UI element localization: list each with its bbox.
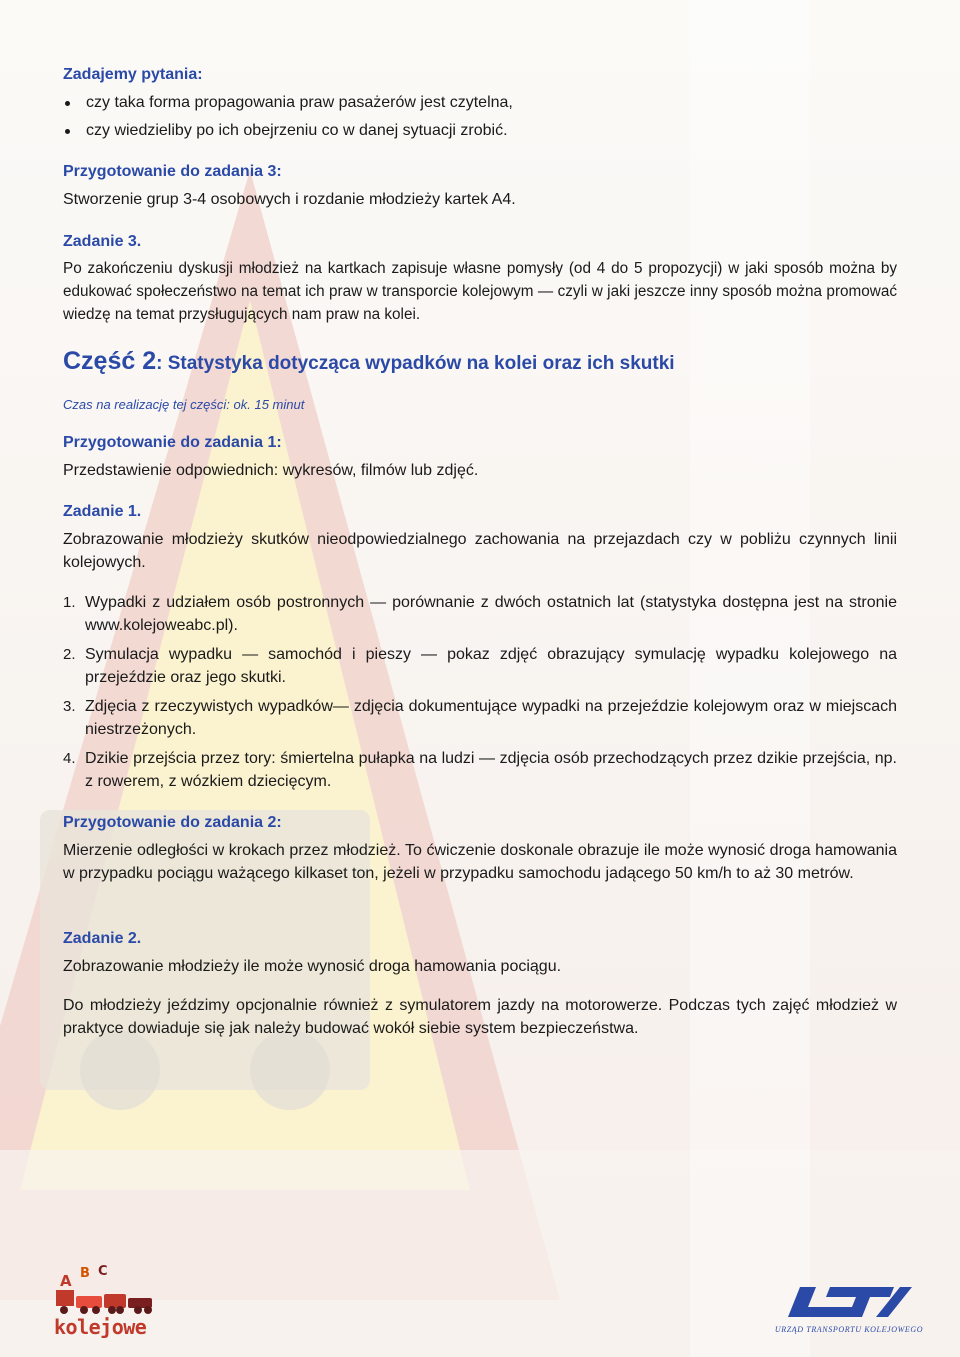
logo-word: kolejowe (54, 1315, 147, 1339)
prep-task3-text: Stworzenie grup 3-4 osobowych i rozdanie młodzieży kartek A4. (63, 191, 516, 208)
logo-letter: A (60, 1272, 72, 1290)
task2-text: Zobrazowanie młodzieży ile może wynosić droga hamowania pociągu. (63, 958, 562, 975)
prep-task1-text: Przedstawienie odpowiednich: wykresów, filmów lub zdjęć. (63, 462, 479, 479)
list-item-text: Dzikie przejścia przez tory: śmiertelna pułapka na ludzi — zdjęcia osób przechodzących przez dzikie przejścia, np. z rowerem, z wózkiem dziecięcym. (85, 750, 897, 790)
task3-heading: Zadanie 3. (63, 233, 142, 250)
logo-letter: B (80, 1266, 90, 1281)
list-item: czy wiedzieliby po ich obejrzeniu co w danej sytuacji zrobić. (63, 117, 897, 145)
section-heading-questions: Zadajemy pytania: (63, 66, 203, 83)
list-item-text: Wypadki z udziałem osób postronnych — porównanie z dwóch ostatnich lat (statystyka dostępna jest na stronie www.kolejoweabc.pl). (85, 594, 897, 634)
task2-note: Do młodzieży jeździmy opcjonalnie również z symulatorem jazdy na motorowerze. Podczas tych zajęć młodzież w praktyce dowiaduje się jak należy budować wokół siebie system bezpieczeństwa. (63, 997, 897, 1037)
task1-heading: Zadanie 1. (63, 503, 142, 520)
prep-task2-heading: Przygotowanie do zadania 2: (63, 814, 282, 831)
list-item (63, 695, 897, 741)
list-item-number: 1. (63, 594, 76, 611)
list-item: czy taka forma propagowania praw pasażerów jest czytelna, (63, 89, 897, 117)
list-item (63, 591, 897, 637)
utk-logo-text: URZĄD TRANSPORTU KOLEJOWEGO (774, 1325, 924, 1334)
kolejowe-abc-logo (52, 1262, 162, 1340)
list-item-number: 2. (63, 646, 76, 663)
part2-title-rest: : Statystyka dotycząca wypadków na kolei oraz ich skutki (156, 353, 675, 374)
prep-task1-heading: Przygotowanie do zadania 1: (63, 434, 282, 451)
part2-title-number: Część 2 (63, 347, 157, 375)
logo-letter: C (98, 1264, 108, 1279)
task3-text: Po zakończeniu dyskusji młodzież na kartkach zapisuje własne pomysły (od 4 do 5 propozycji) w jaki sposób można by edukować społeczeństwo na temat ich praw w transporcie kolejowym — czyli w jaki jeszcze inny sposób można promować wiedzę na temat przysługujących nam praw na kolei. (63, 260, 897, 323)
list-item (63, 643, 897, 689)
task1-text: Zobrazowanie młodzieży skutków nieodpowiedzialnego zachowania na przejazdach czy w pobliżu czynnych linii kolejowych. (63, 531, 897, 571)
list-item (63, 747, 897, 793)
list-item-text: Zdjęcia z rzeczywistych wypadków— zdjęcia dokumentujące wypadki na przejeździe kolejowym oraz w miejscach niestrzeżonych. (85, 698, 897, 738)
question-list (63, 89, 897, 145)
time-note: Czas na realizację tej części: ok. 15 minut (63, 397, 305, 412)
list-item-text: Symulacja wypadku — samochód i pieszy — pokaz zdjęć obrazujący symulację wypadku kolejowego na przejeździe oraz jego skutki. (85, 646, 897, 686)
list-item-number: 4. (63, 750, 76, 767)
task2-heading: Zadanie 2. (63, 930, 142, 947)
prep-task3-heading: Przygotowanie do zadania 3: (63, 163, 282, 180)
prep-task2-text: Mierzenie odległości w krokach przez młodzież. To ćwiczenie doskonale obrazuje ile może wynosić droga hamowania w przypadku pociągu ważącego kilkaset ton, jeżeli w przypadku samochodu jadącego 50 km/h to aż 30 metrów. (63, 842, 897, 882)
utk-mark-icon (760, 1283, 938, 1325)
utk-logo (760, 1283, 938, 1343)
part2-title (63, 347, 897, 378)
list-item-number: 3. (63, 698, 76, 715)
